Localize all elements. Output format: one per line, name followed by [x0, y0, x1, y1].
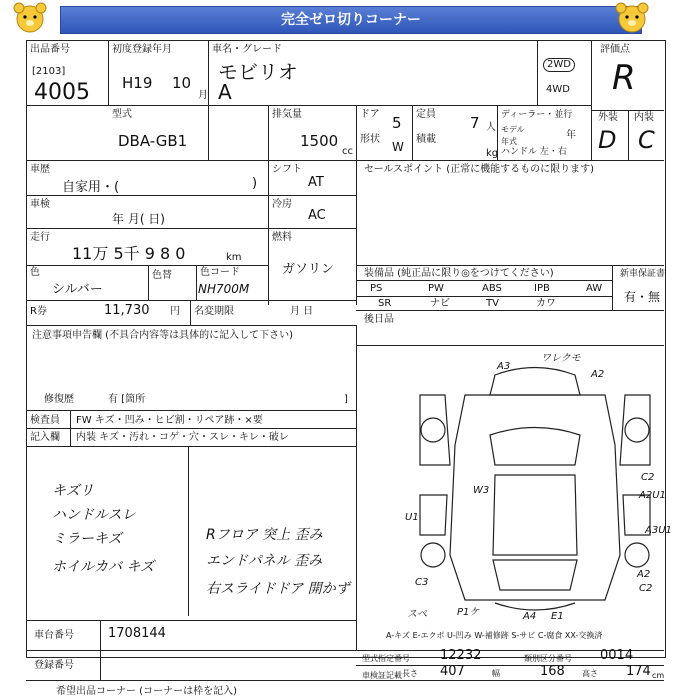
equip-tv: TV: [486, 298, 499, 309]
mark-e1: E1: [551, 611, 564, 622]
damage-legend: A-キズ E-エクボ U-凹み W-補修跡 S-サビ C-腐食 XX-交換済: [386, 631, 603, 640]
mark-a2-top: A2: [591, 369, 605, 380]
name-change-text: 月 日: [290, 306, 314, 317]
remark-left-2: ハンドルスレ: [52, 507, 136, 523]
color-code-label: 色コード: [200, 267, 240, 278]
repair-close: ]: [344, 394, 348, 405]
equip-abs: ABS: [482, 283, 502, 294]
new-warranty-label: 新車保証書: [620, 269, 666, 279]
equip-navi: ナビ: [430, 298, 450, 309]
remark-right-1: Rフロア 突上 歪み: [206, 527, 323, 543]
equip-sr: SR: [378, 298, 392, 309]
header-title: 完全ゼロ切りコーナー: [60, 6, 642, 34]
dims-unit: cm: [652, 671, 665, 680]
load-unit: kg: [486, 148, 499, 159]
category-label: 類別区分番号: [524, 654, 572, 663]
model-label: 型式: [112, 109, 132, 120]
recycle-value: 11,730: [104, 303, 150, 318]
inspection-text: 年 月( 日): [112, 212, 165, 226]
lot-label: 出品番号: [30, 44, 70, 55]
recycle-unit: 円: [170, 306, 180, 317]
mark-a2-bottom: A2: [637, 569, 651, 580]
shape-value: W: [392, 140, 404, 154]
history-value: 自家用・(: [62, 180, 120, 195]
repair-value: 有 [箇所: [108, 394, 146, 405]
bear-mascot-icon: [612, 2, 652, 34]
displacement-label: 排気量: [272, 109, 302, 120]
equip-aw: AW: [586, 283, 603, 294]
equip-ipb: IPB: [534, 283, 550, 294]
first-reg-month: 10: [172, 74, 192, 92]
inspector-row-1: FW キズ・凹み・ヒビ割・リペア跡・×要: [76, 415, 263, 426]
inspector-label-2: 記入欄: [30, 432, 60, 443]
shape-label: 形状: [360, 134, 380, 145]
model-no-label: 型式指定番号: [362, 654, 410, 663]
displacement-value: 1500: [300, 132, 339, 150]
remark-left-3: ミラーキズ: [52, 531, 122, 547]
ext-rating: D: [598, 126, 617, 154]
wid-value: 168: [540, 664, 565, 679]
ext-label: 外装: [598, 112, 618, 123]
int-label: 内装: [634, 112, 654, 123]
repair-label: 修復歴: [44, 394, 74, 405]
year-unit: 年: [566, 130, 576, 141]
mileage-unit: km: [226, 252, 242, 263]
mark-w3: W3: [473, 485, 490, 496]
recycle-label: R券: [30, 306, 47, 317]
inspector-label-1: 検査員: [30, 415, 60, 426]
mark-u1: U1: [405, 512, 419, 523]
model-no-value: 12232: [440, 648, 482, 663]
equip-leather: カワ: [536, 298, 556, 309]
remark-right-3: 右スライドドア 開かず: [206, 581, 350, 597]
registration-label: 登録番号: [34, 660, 74, 671]
wid-label: 幅: [492, 669, 500, 678]
mark-c2-right: C2: [641, 472, 655, 483]
equipment-label: 装備品 (純正品に限り◎をつけてください): [364, 268, 554, 279]
drive-2wd: 2WD: [543, 58, 575, 72]
drive-4wd: 4WD: [546, 84, 570, 95]
remark-right-2: エンドパネル 歪み: [206, 553, 323, 569]
car-grade: A: [218, 80, 232, 104]
model-year-label: モデル年式: [501, 125, 525, 146]
inspection-label: 車検: [30, 199, 50, 210]
chassis-label: 車台番号: [34, 630, 74, 641]
shift-value: AT: [308, 175, 324, 190]
hei-value: 174: [626, 664, 651, 679]
lot-sub: [2103]: [32, 66, 66, 77]
lot-number: 4005: [34, 80, 90, 105]
fuel-label: 燃料: [272, 232, 292, 243]
remark-left-1: キズリ: [52, 483, 94, 499]
notes-label: 注意事項申告欄 (不具合内容等は具体的に記入して下さい): [32, 330, 293, 341]
first-reg-label: 初度登録年月: [112, 44, 172, 55]
history-label: 車歴: [30, 164, 50, 175]
car-name: モビリオ: [218, 60, 298, 84]
mileage-value: 11万 5千 9 8 0: [72, 244, 186, 263]
sales-point-label: セールスポイント (正常に機能するものに限ります): [364, 164, 595, 175]
int-rating: C: [638, 126, 655, 154]
history-close: ): [252, 176, 258, 191]
color-label: 色: [30, 267, 40, 278]
rating-label: 評価点: [600, 44, 630, 55]
mark-c2-bottom: C2: [639, 583, 653, 594]
capacity-unit: 人: [486, 122, 496, 133]
color-special-label: 色替: [152, 270, 172, 281]
first-reg-era: H19: [122, 74, 153, 92]
dealer-label: ディーラー・並行: [501, 110, 573, 120]
mark-ware: ワレクモ: [541, 353, 581, 364]
doors-value: 5: [392, 114, 402, 132]
mark-spe: スペ: [407, 609, 427, 620]
equip-ps: PS: [370, 283, 383, 294]
category-value: 0014: [600, 648, 634, 663]
shift-label: シフト: [272, 164, 302, 175]
len-value: 407: [440, 664, 465, 679]
load-label: 積載: [416, 134, 436, 145]
inspector-row-2: 内装 キズ・汚れ・コゲ・穴・スレ・キレ・破レ: [76, 432, 289, 443]
len-label: 長さ: [402, 669, 418, 678]
dims-label: 車検証記載: [362, 671, 402, 680]
mark-c3: C3: [415, 577, 429, 588]
capacity-label: 定員: [416, 109, 436, 120]
bear-mascot-icon: [10, 2, 50, 34]
fuel-value: ガソリン: [282, 262, 335, 277]
mark-a2u1: A2U1: [639, 490, 666, 501]
capacity-value: 7: [470, 114, 480, 132]
chassis-value: 1708144: [108, 626, 166, 641]
equip-pw: PW: [428, 283, 444, 294]
color-value: シルバー: [52, 282, 103, 297]
displacement-unit: cc: [342, 146, 353, 157]
hei-label: 高さ: [582, 669, 598, 678]
aircon-label: 冷房: [272, 199, 292, 210]
rating-score: R: [612, 58, 636, 98]
car-damage-diagram: [405, 353, 672, 625]
mark-a4: A4: [523, 611, 537, 622]
doors-label: ドア: [360, 109, 380, 120]
footer-label: 希望出品コーナー (コーナーは枠を記入): [56, 686, 237, 697]
model-value: DBA-GB1: [118, 132, 188, 150]
new-warranty-value: 有・無: [624, 290, 661, 304]
color-code: NH700M: [198, 282, 250, 296]
mark-a3: A3: [497, 361, 511, 372]
car-label: 車名・グレード: [212, 44, 282, 55]
back-seat-label: 後日品: [364, 314, 394, 325]
mark-a3u1: A3U1: [645, 525, 672, 536]
handle-label: ハンドル 左・右: [501, 147, 567, 157]
aircon-value: AC: [308, 208, 326, 223]
first-reg-unit: 月: [198, 90, 208, 101]
remark-left-4: ホイルカバ キズ: [52, 559, 155, 575]
name-change-label: 名変期限: [194, 306, 234, 317]
mark-p1: P1ケ: [457, 607, 480, 618]
mileage-label: 走行: [30, 232, 50, 243]
